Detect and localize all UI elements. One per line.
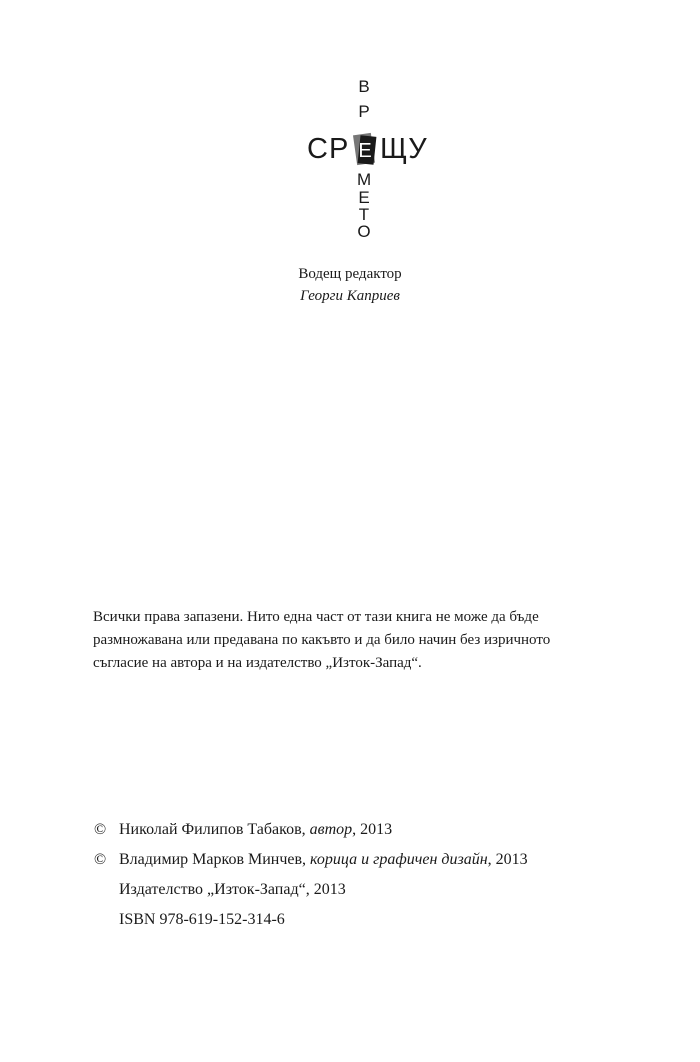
author-credit (94, 818, 654, 848)
copyright-symbol: © (94, 821, 107, 838)
designer-name: Владимир Марков Минчев, (119, 851, 307, 868)
author-name: Николай Филипов Табаков, (119, 821, 306, 838)
author-role: автор (309, 821, 353, 838)
rights-line: съгласие на автора и на издателство „Изток-Запад“. (93, 655, 422, 671)
author-year: , 2013 (352, 821, 393, 838)
editor-name: Георги Каприев (300, 288, 400, 304)
designer-year: , 2013 (487, 851, 528, 868)
designer-credit (94, 848, 654, 878)
credits-block (94, 818, 654, 938)
isbn-row (94, 908, 654, 938)
rights-line: Всички права запазени. Нито една част от тази книга не може да бъде (93, 609, 539, 625)
logo-center-letter: Е (358, 140, 372, 162)
logo-letter-m: М (357, 170, 372, 189)
logo-word-left: СР (307, 133, 350, 165)
editor-role: Водещ редактор (298, 266, 402, 282)
logo-letter-v: В (358, 77, 370, 96)
designer-role: корица и графичен дизайн (310, 851, 488, 868)
series-logo (300, 77, 430, 241)
rights-line: размножавана или предавана по какъвто и да било начин без изричното (93, 632, 551, 648)
logo-center-mark (352, 130, 378, 168)
copyright-symbol: © (94, 851, 107, 868)
logo-letter-e: Е (358, 188, 370, 207)
logo-letter-r: Р (358, 102, 370, 121)
rights-notice (93, 606, 613, 675)
logo-word-right: ЩУ (380, 133, 428, 165)
logo-letter-t: Т (358, 205, 370, 224)
publisher-credit (94, 878, 654, 908)
publisher-line: Издателство „Изток-Запад“, 2013 (119, 881, 346, 898)
logo-letter-o: О (357, 222, 371, 241)
isbn: ISBN 978-619-152-314-6 (119, 911, 285, 928)
